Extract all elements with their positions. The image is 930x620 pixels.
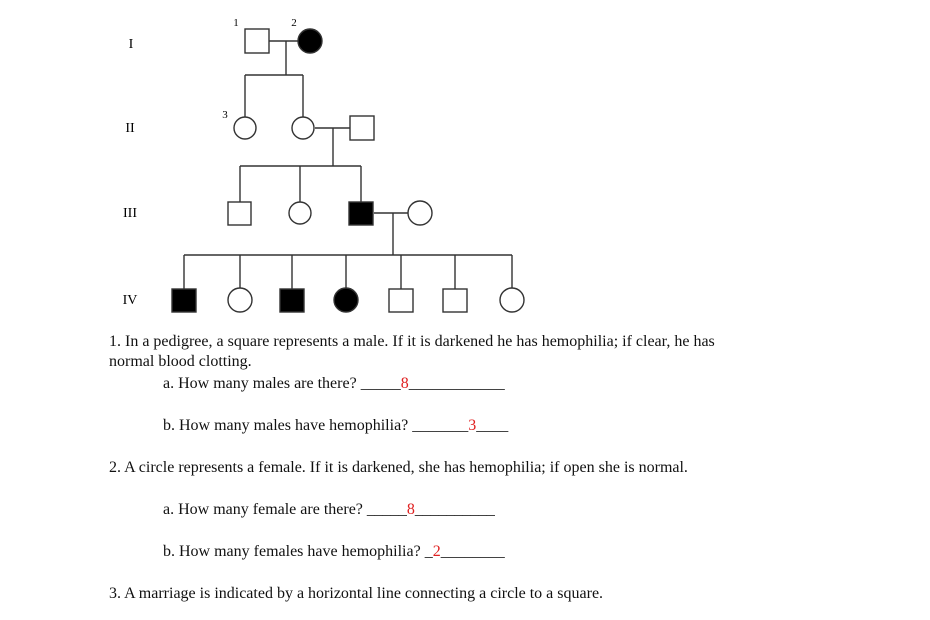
female-unaffected-symbol [289,202,311,224]
question-2-text: 2. A circle represents a female. If it is darkened, she has hemophilia; if open she is normal. [109,459,688,476]
question-2a [163,500,495,519]
question-2a-label: a. How many female are there? [163,501,367,518]
question-1a [163,374,505,393]
female-affected-symbol [298,29,322,53]
individual-label: 2 [291,17,297,29]
answer-blank: _ [424,543,433,560]
question-2b [163,542,505,561]
male-unaffected-symbol [228,202,251,225]
answer-blank: _____ [360,375,401,392]
male-affected-symbol [280,289,304,312]
question-1-text: 1. In a pedigree, a square represents a male. If it is darkened he has hemophilia; if clear, he has [109,333,715,350]
generation-label: IV [122,293,138,308]
question-1b-label: b. How many males have hemophilia? [163,417,413,434]
female-affected-symbol [334,288,358,312]
answer-1b: 3 [468,417,477,434]
male-affected-symbol [349,202,373,225]
pedigree-lines [184,41,512,289]
female-unaffected-symbol [234,117,256,139]
individual-label: 1 [233,17,239,29]
individual-label: 3 [222,109,228,121]
answer-1a: 8 [400,375,409,392]
male-unaffected-symbol [443,289,467,312]
generation-label: I [128,37,134,52]
question-1b [163,416,508,435]
pedigree-symbols [172,29,524,312]
answer-blank: __________ [414,501,495,518]
female-unaffected-symbol [228,288,252,312]
female-unaffected-symbol [408,201,432,225]
question-2b-label: b. How many females have hemophilia? [163,543,425,560]
question-1-text-continued: normal blood clotting. [109,353,252,370]
male-unaffected-symbol [350,116,374,140]
answer-blank: _______ [412,417,469,434]
male-unaffected-symbol [245,29,269,53]
generation-label: II [125,121,135,136]
female-unaffected-symbol [292,117,314,139]
answer-blank: ____________ [408,375,505,392]
female-unaffected-symbol [500,288,524,312]
male-unaffected-symbol [389,289,413,312]
question-3-text: 3. A marriage is indicated by a horizontal line connecting a circle to a square. [109,585,604,602]
answer-blank: ________ [440,543,505,560]
question-1a-label: a. How many males are there? [163,375,361,392]
answer-blank: ____ [476,417,509,434]
generation-label: III [123,206,137,221]
male-affected-symbol [172,289,196,312]
answer-blank: _____ [366,501,407,518]
answer-2b: 2 [432,543,441,560]
answer-2a: 8 [406,501,415,518]
